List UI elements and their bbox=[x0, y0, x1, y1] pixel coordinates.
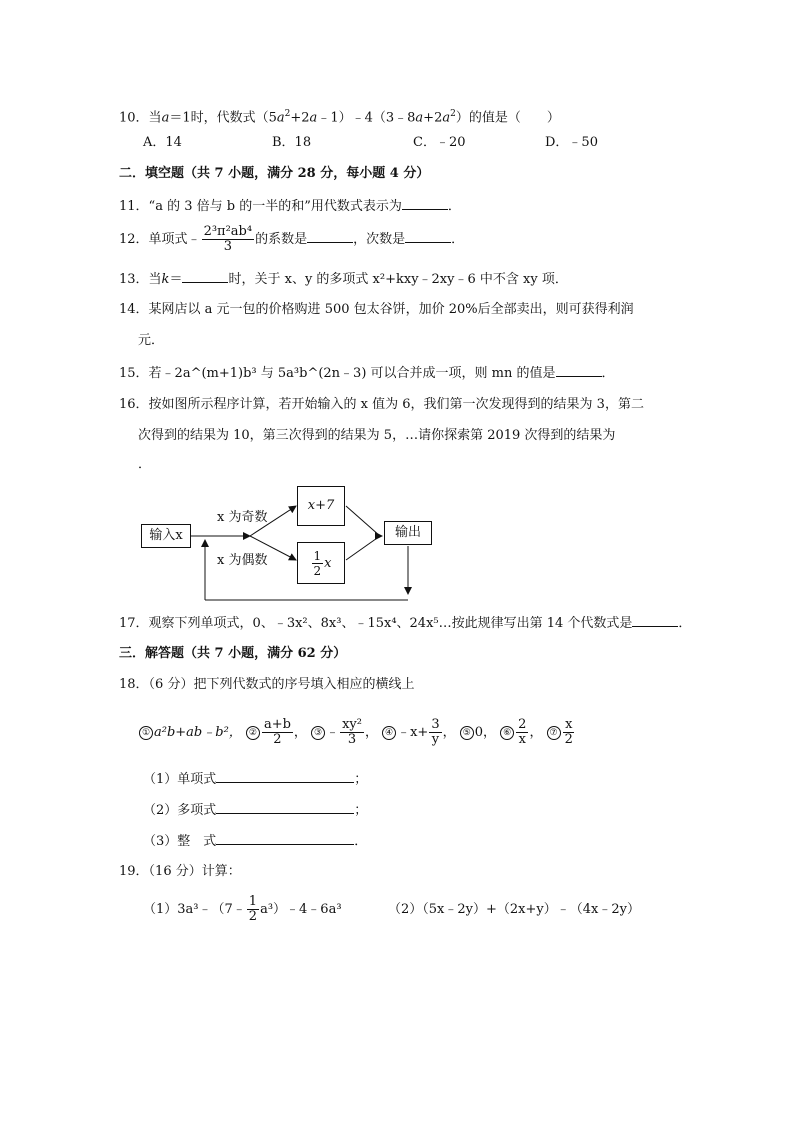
q19-part2: （2）（5x﹣2y）+（2x+y）﹣（4x﹣2y） bbox=[388, 902, 640, 917]
q18-expressions: ① a²b+ab﹣b²， ② $\frac{a+b}{2}$ ， ③ ﹣ $\frac{\text{xy²}}{3}$ ， ④ ﹣x+ $\frac{3}{y}$ ， ⑤ 0， ⑥ $\frac{2}{x}$ ， ⑦ $\frac{x}{2}$ bbox=[139, 714, 576, 752]
q13-blank bbox=[182, 270, 228, 283]
q10-option-b: B．18 bbox=[272, 135, 312, 150]
q18-sub3: （3）整 式 ． bbox=[143, 834, 368, 849]
q17: 17．观察下列单项式，0、﹣3x²、8x³、﹣15x⁴、24x⁵…按此规律写出第 14 个代数式是 ． bbox=[119, 616, 692, 631]
q16-line1: 16．按如图所示程序计算，若开始输入的 x 值为 6，我们第一次发现得到的结果为 3，第二 bbox=[119, 397, 644, 412]
section3-title: 三．解答题（共 7 小题，满分 62 分） bbox=[119, 646, 347, 661]
q10-option-a: A．14 bbox=[143, 135, 182, 150]
q13: 13．当k＝ 时，关于 x、y 的多项式 x²+kxy﹣2xy﹣6 中不含 xy 项． bbox=[119, 272, 568, 287]
flow-odd-box: x+7 bbox=[297, 486, 345, 526]
q10-option-d: D．﹣50 bbox=[545, 135, 598, 150]
q18-sub1: （1）单项式 ； bbox=[143, 772, 368, 787]
q12-blank-coef bbox=[307, 230, 353, 243]
q16-line3: ． bbox=[138, 457, 152, 472]
flow-input-box: 输入x bbox=[141, 524, 191, 548]
q14-line1: 14．某网店以 a 元一包的价格购进 500 包太谷饼，加价 20%后全部卖出，则可获得利润 bbox=[119, 302, 634, 317]
flow-even-box: $\frac{1}{2}$ x bbox=[297, 542, 345, 584]
flow-output-box: 输出 bbox=[384, 521, 432, 545]
q18-sub2: （2）多项式 ； bbox=[143, 803, 368, 818]
q14-line2: 元． bbox=[138, 333, 165, 348]
q11-blank bbox=[402, 197, 448, 210]
q10-stem: 10．当a＝1时，代数式$(5a^2+2a﹣1)﹣4(3﹣8a+2a^2)$的值是（ ） bbox=[119, 109, 560, 126]
q17-blank bbox=[632, 614, 678, 627]
line-even-to-merge bbox=[346, 536, 380, 560]
q15-blank bbox=[556, 364, 602, 377]
q12-fraction: $\frac{\text{2³π²ab⁴}}{3}$ bbox=[203, 224, 253, 254]
q10-option-c: C．﹣20 bbox=[413, 135, 466, 150]
q18-title: 18．（6 分）把下列代数式的序号填入相应的横线上 bbox=[119, 677, 415, 692]
q11: 11．“a 的 3 倍与 b 的一半的和”用代数式表示为 ． bbox=[119, 199, 461, 214]
q19-title: 19．（16 分）计算： bbox=[119, 864, 241, 879]
q19-part1: （1）3a³﹣（7﹣ $\frac{1}{2}$ a³）﹣4﹣6a³ bbox=[143, 894, 342, 924]
flow-odd-label: x 为奇数 bbox=[217, 510, 268, 525]
q16-line2: 次得到的结果为 10，第三次得到的结果为 5，…请你探索第 2019 次得到的结果为 bbox=[138, 428, 616, 443]
q15: 15．若﹣2a^(m+1)b³ 与 5a³b^(2n﹣3) 可以合并成一项，则 mn 的值是 ． bbox=[119, 366, 615, 381]
q18-blank-integral bbox=[216, 832, 354, 845]
q18-blank-polynomial bbox=[216, 801, 354, 814]
q12: 12．单项式﹣ $\frac{\text{2³π²ab⁴}}{3}$ 的系数是 ，次数是 ． bbox=[119, 224, 465, 254]
flow-even-label: x 为偶数 bbox=[217, 553, 268, 568]
q18-blank-monomial bbox=[216, 770, 354, 783]
section2-title: 二．填空题（共 7 小题，满分 28 分，每小题 4 分） bbox=[119, 166, 430, 181]
q12-blank-degree bbox=[405, 230, 451, 243]
line-odd-to-merge bbox=[346, 506, 380, 536]
